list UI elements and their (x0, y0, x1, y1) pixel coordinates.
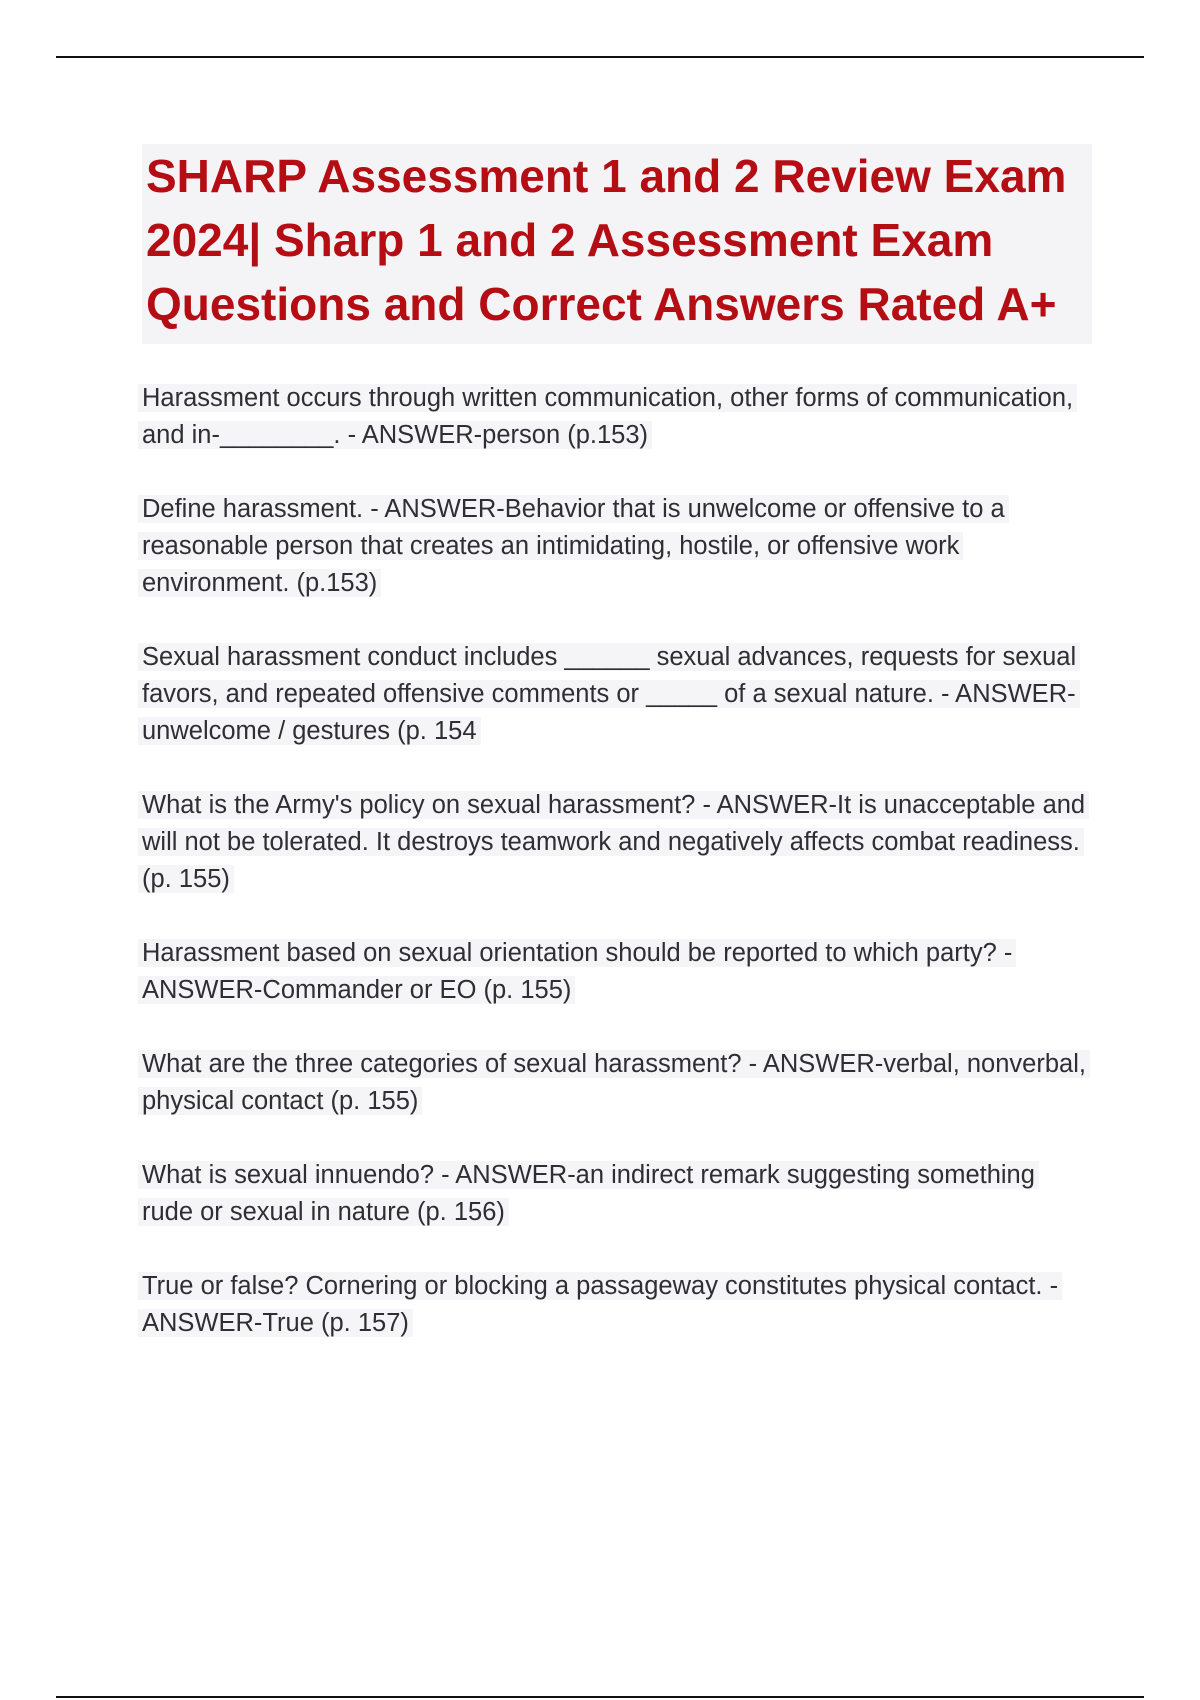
qa-item (142, 787, 1092, 898)
qa-item (142, 380, 1092, 454)
qa-item (142, 639, 1092, 750)
qa-text: True or false? Cornering or blocking a passageway constitutes physical contact. - ANSWER-True (p. 157) (138, 1272, 1062, 1337)
qa-text: Define harassment. - ANSWER-Behavior that is unwelcome or offensive to a reasonable person that creates an intimidating, hostile, or offensive work environment. (p.153) (138, 495, 1009, 597)
qa-text: Harassment based on sexual orientation should be reported to which party? - ANSWER-Commander or EO (p. 155) (138, 939, 1016, 1004)
document-title: SHARP Assessment 1 and 2 Review Exam 2024| Sharp 1 and 2 Assessment Exam Questions and Correct Answers Rated A+ (146, 150, 1067, 330)
qa-item (142, 491, 1092, 602)
qa-text: Sexual harassment conduct includes ______ sexual advances, requests for sexual favors, and repeated offensive comments or _____ of a sexual nature. - ANSWER-unwelcome / gestures (p. 154 (138, 643, 1080, 745)
question-answer-list (142, 380, 1092, 1342)
title-block (142, 144, 1092, 344)
qa-text: What are the three categories of sexual harassment? - ANSWER-verbal, nonverbal, physical contact (p. 155) (138, 1050, 1090, 1115)
top-rule (56, 56, 1144, 58)
qa-text: Harassment occurs through written communication, other forms of communication, and in-________. - ANSWER-person (p.153) (138, 384, 1077, 449)
qa-item (142, 1268, 1092, 1342)
qa-text: What is the Army's policy on sexual harassment? - ANSWER-It is unacceptable and will not be tolerated. It destroys teamwork and negatively affects combat readiness. (p. 155) (138, 791, 1089, 893)
document-body (142, 144, 1092, 1379)
qa-item (142, 1046, 1092, 1120)
qa-item (142, 1157, 1092, 1231)
qa-text: What is sexual innuendo? - ANSWER-an indirect remark suggesting something rude or sexual in nature (p. 156) (138, 1161, 1039, 1226)
bottom-rule (56, 1696, 1144, 1698)
qa-item (142, 935, 1092, 1009)
